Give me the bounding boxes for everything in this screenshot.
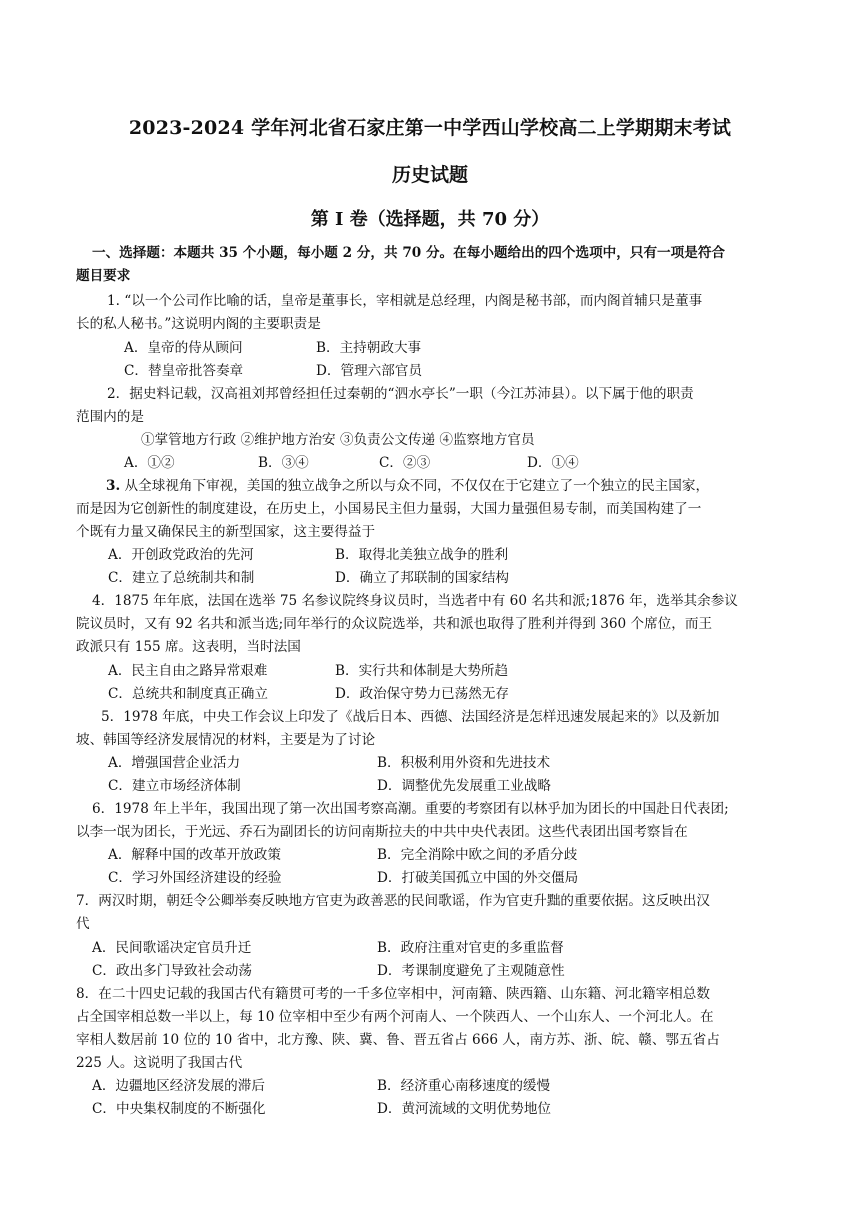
question-7-option-a: A．民间歌谣决定官员升迁 (92, 940, 252, 956)
question-6-line-2: 以李一氓为团长，于光远、乔石为副团长的访问南斯拉夫的中共中央代表团。这些代表团出国考察旨在 (76, 824, 688, 840)
question-7-option-b: B．政府注重对官吏的多重监督 (377, 940, 564, 956)
instructions-line-2: 题目要求 (76, 268, 131, 284)
question-2-option-c: C．②③ (379, 455, 431, 471)
question-5-option-d: D．调整优先发展重工业战略 (377, 778, 552, 794)
question-4-line-3: 政派只有 155 席。这表明，当时法国 (76, 639, 301, 655)
question-5-option-b: B．积极利用外资和先进技术 (377, 755, 551, 771)
question-2-option-b: B．③④ (258, 455, 309, 471)
question-1-line-2: 长的私人秘书。”这说明内阁的主要职责是 (76, 316, 321, 332)
instructions-line-1: 一、选择题：本题共 35 个小题，每小题 2 分，共 70 分。在每小题给出的四个选项中，只有一项是符合 (92, 245, 726, 261)
question-8-option-a: A．边疆地区经济发展的滞后 (92, 1078, 265, 1094)
question-7-line-2: 代 (76, 916, 90, 932)
question-6-option-c: C．学习外国经济建设的经验 (108, 870, 282, 886)
question-8-line-4: 225 人。这说明了我国古代 (76, 1055, 243, 1071)
question-3-line-3: 个既有力量又确保民主的新型国家，这主要得益于 (76, 524, 376, 540)
section-heading: 第 I 卷（选择题，共 70 分） (310, 209, 550, 230)
question-1-option-a: A．皇帝的侍从顾问 (124, 340, 243, 356)
question-5-line-1: 5．1978 年底，中央工作会议上印发了《战后日本、西德、法国经济是怎样迅速发展起来的》以及新加 (101, 709, 720, 725)
question-2-statements: ①掌管地方行政 ②维护地方治安 ③负责公文传递 ④监察地方官员 (141, 432, 535, 448)
question-8-option-b: B．经济重心南移速度的缓慢 (377, 1078, 551, 1094)
question-3-line-1 (106, 476, 709, 496)
question-3-option-b: B．取得北美独立战争的胜利 (335, 547, 509, 563)
question-3-text: 从全球视角下审视，美国的独立战争之所以与众不同，不仅仅在于它建立了一个独立的民主国家， (124, 478, 710, 494)
question-7-option-d: D．考课制度避免了主观随意性 (377, 963, 565, 979)
question-8-line-3: 宰相人数居前 10 位的 10 省中，北方豫、陕、冀、鲁、晋五省占 666 人，南方苏、浙、皖、赣、鄂五省占 (76, 1032, 720, 1048)
question-5-option-c: C．建立市场经济体制 (108, 778, 241, 794)
question-5-option-a: A．增强国营企业活力 (108, 755, 241, 771)
question-1-option-d: D．管理六部官员 (316, 363, 423, 379)
question-7-option-c: C．政出多门导致社会动荡 (92, 963, 252, 979)
question-2-option-d: D．①④ (527, 455, 579, 471)
question-4-option-d: D．政治保守势力已荡然无存 (335, 686, 510, 702)
question-3-number: 3. (106, 478, 121, 494)
question-3-option-a: A．开创政党政治的先河 (108, 547, 254, 563)
question-2-line-1: 2．据史料记载，汉高祖刘邦曾经担任过秦朝的“泗水亭长”一职（今江苏沛县）。以下属于他的职责 (107, 386, 694, 402)
question-6-line-1: 6．1978 年上半年，我国出现了第一次出国考察高潮。重要的考察团有以林乎加为团长的中国赴日代表团; (92, 801, 729, 817)
question-3-line-2: 而是因为它创新性的制度建设，在历史上，小国易民主但力量弱，大国力量强但易专制，而美国构建了一 (76, 501, 702, 517)
question-2-line-2: 范围内的是 (76, 409, 144, 425)
question-6-option-b: B．完全消除中欧之间的矛盾分歧 (377, 847, 578, 863)
question-3-option-c: C．建立了总统制共和制 (108, 570, 255, 586)
question-4-line-2: 院议员时，又有 92 名共和派当选;同年举行的众议院选举，共和派也取得了胜利并得到 360 个席位，而王 (76, 616, 713, 632)
question-8-line-1: 8．在二十四史记载的我国古代有籍贯可考的一千多位宰相中，河南籍、陕西籍、山东籍、河北籍宰相总数 (76, 986, 710, 1002)
question-5-line-2: 坡、韩国等经济发展情况的材料，主要是为了讨论 (76, 732, 376, 748)
question-4-line-1: 4．1875 年年底，法国在选举 75 名参议院终身议员时，当选者中有 60 名共和派;1876 年，选举其余参议 (92, 593, 738, 609)
question-1-option-b: B．主持朝政大事 (316, 340, 422, 356)
question-8-option-d: D．黄河流域的文明优势地位 (377, 1101, 552, 1117)
question-1-option-c: C．替皇帝批答奏章 (124, 363, 244, 379)
question-8-option-c: C．中央集权制度的不断强化 (92, 1101, 266, 1117)
exam-subtitle: 历史试题 (391, 164, 468, 186)
question-8-line-2: 占全国宰相总数一半以上，每 10 位宰相中至少有两个河南人、一个陕西人、一个山东人、一个河北人。在 (76, 1009, 714, 1025)
question-4-option-a: A．民主自由之路异常艰难 (108, 663, 268, 679)
question-6-option-a: A．解释中国的改革开放政策 (108, 847, 281, 863)
question-4-option-c: C．总统共和制度真正确立 (108, 686, 268, 702)
question-1-line-1: 1. “以一个公司作比喻的话，皇帝是董事长，宰相就是总经理，内阁是秘书部，而内阁首辅只是董事 (107, 293, 703, 309)
exam-title: 2023-2024 学年河北省石家庄第一中学西山学校高二上学期期末考试 (128, 117, 732, 139)
question-7-line-1: 7．两汉时期，朝廷令公卿举奏反映地方官吏为政善恶的民间歌谣，作为官吏升黜的重要依据。这反映出汉 (76, 893, 710, 909)
question-6-option-d: D．打破美国孤立中国的外交僵局 (377, 870, 579, 886)
question-3-option-d: D．确立了邦联制的国家结构 (335, 570, 510, 586)
question-2-option-a: A．①② (124, 455, 175, 471)
question-4-option-b: B．实行共和体制是大势所趋 (335, 663, 509, 679)
